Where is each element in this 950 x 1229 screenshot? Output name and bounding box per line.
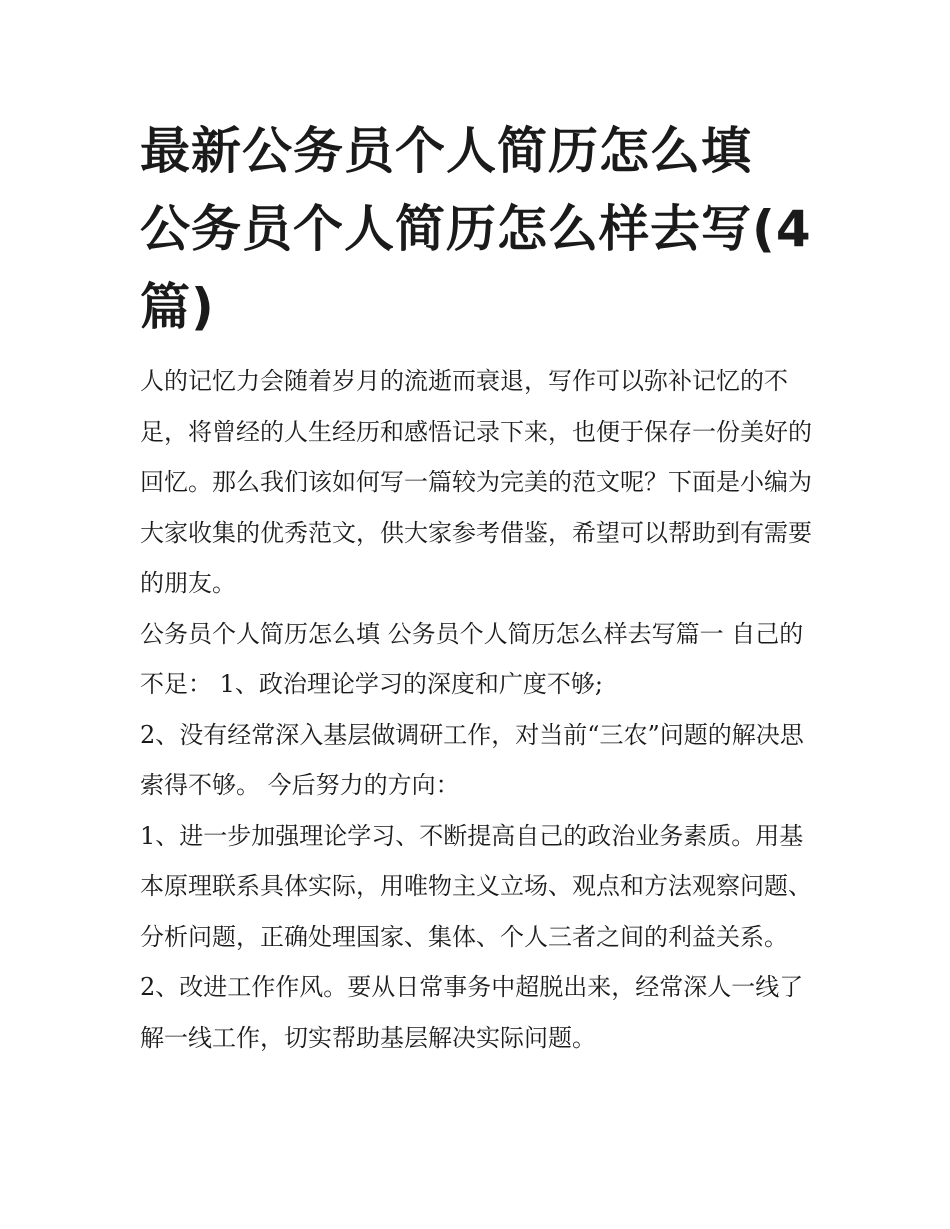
paragraph-intro: 人的记忆力会随着岁月的流逝而衰退，写作可以弥补记忆的不足，将曾经的人生经历和感悟记录下来，也便于保存一份美好的回忆。那么我们该如何写一篇较为完美的范文呢？下面是小编为大家收集的优秀范文，供大家参考借鉴，希望可以帮助到有需要的朋友。 bbox=[140, 367, 812, 597]
paragraph-direction-2: 2、改进工作作风。要从日常事务中超脱出来，经常深人一线了解一线工作，切实帮助基层解决实际问题。 bbox=[140, 973, 804, 1052]
document-page bbox=[140, 112, 820, 1063]
paragraph-item-2: 2、没有经常深入基层做调研工作，对当前“三农”问题的解决思索得不够。 今后努力的方向： bbox=[140, 720, 804, 799]
document-title: 最新公务员个人简历怎么填 公务员个人简历怎么样去写(4篇) bbox=[140, 122, 812, 336]
paragraph-section-one: 公务员个人简历怎么填 公务员个人简历怎么样去写篇一 自己的不足： 1、政治理论学习的深度和广度不够; bbox=[140, 619, 804, 698]
paragraph-direction-1: 1、进一步加强理论学习、不断提高自己的政治业务素质。用基本原理联系具体实际，用唯物主义立场、观点和方法观察问题、分析问题，正确处理国家、集体、个人三者之间的利益关系。 bbox=[140, 821, 812, 951]
